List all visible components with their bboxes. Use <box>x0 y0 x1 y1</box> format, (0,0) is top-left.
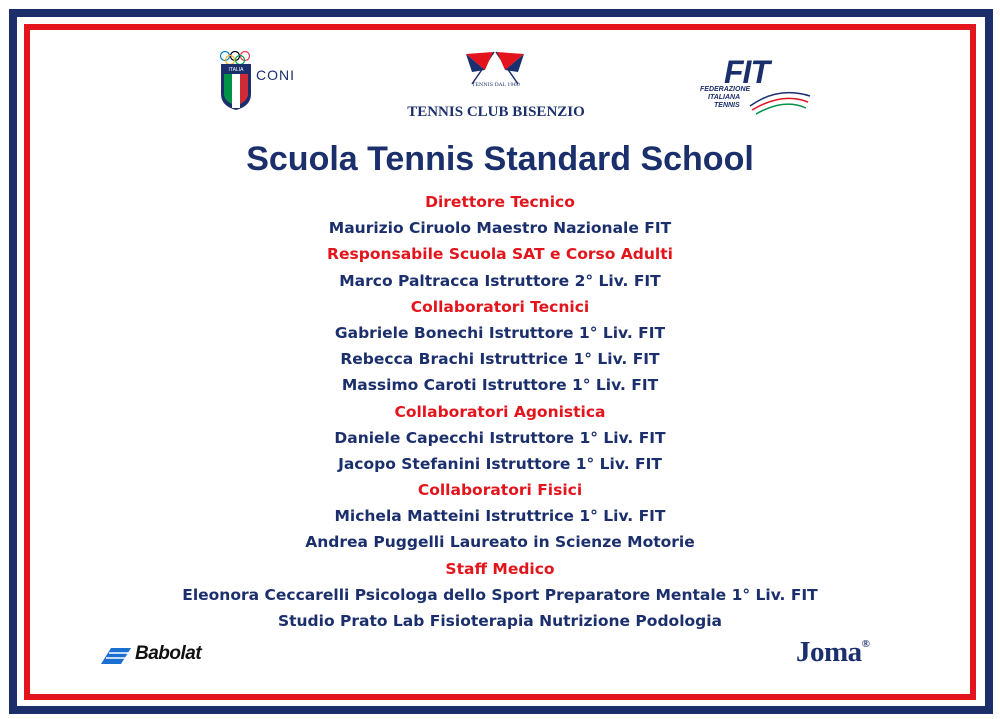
shield-text: ITALIA <box>228 67 244 73</box>
staff-entry: Rebecca Brachi Istruttrice 1° Liv. FIT <box>340 350 660 369</box>
joma-logo <box>796 636 906 670</box>
fit-swoosh-icon <box>748 86 812 116</box>
club-logo <box>400 48 600 128</box>
joma-text: Joma <box>796 636 862 668</box>
section-heading: Staff Medico <box>445 559 555 578</box>
fit-sub-line: TENNIS <box>714 102 740 109</box>
club-name: TENNIS CLUB BISENZIO <box>407 104 585 120</box>
section-heading: Responsabile Scuola SAT e Corso Adulti <box>327 245 673 264</box>
babolat-stripes-icon <box>97 644 135 666</box>
staff-entry: Gabriele Bonechi Istruttore 1° Liv. FIT <box>334 323 666 342</box>
club-since: TENNIS DAL 1960 <box>472 82 520 88</box>
page-title: Scuola Tennis Standard School <box>246 140 754 178</box>
babolat-text: Babolat <box>135 643 202 664</box>
staff-entry: Maurizio Ciruolo Maestro Nazionale FIT <box>328 219 672 238</box>
staff-entry: Marco Paltracca Istruttore 2° Liv. FIT <box>339 271 661 290</box>
registered-mark: ® <box>861 638 870 650</box>
fit-subtitle <box>700 86 750 110</box>
fit-sub-line: FEDERAZIONE <box>700 86 751 93</box>
olympic-rings-icon <box>218 50 258 64</box>
staff-entry: Massimo Caroti Istruttore 1° Liv. FIT <box>341 376 659 395</box>
italia-shield-icon <box>221 64 251 110</box>
section-heading: Collaboratori Fisici <box>417 481 583 500</box>
staff-list <box>0 189 1000 634</box>
staff-entry: Jacopo Stefanini Istruttore 1° Liv. FIT <box>338 454 662 473</box>
coni-label: CONI <box>256 67 295 83</box>
babolat-logo <box>97 642 242 668</box>
staff-entry: Eleonora Ceccarelli Psicologa dello Sport Preparatore Mentale 1° Liv. FIT <box>182 585 818 604</box>
section-heading: Collaboratori Agonistica <box>394 402 606 421</box>
coni-logo <box>218 50 298 110</box>
section-heading: Direttore Tecnico <box>425 193 575 211</box>
fit-logo <box>698 56 813 126</box>
staff-entry: Andrea Puggelli Laureato in Scienze Motorie <box>305 533 695 552</box>
section-heading: Collaboratori Tecnici <box>410 297 590 316</box>
crossed-flags-icon <box>460 48 530 86</box>
staff-entry: Studio Prato Lab Fisioterapia Nutrizione Podologia <box>277 612 723 630</box>
fit-sub-line: ITALIANA <box>708 94 741 101</box>
staff-entry: Daniele Capecchi Istruttore 1° Liv. FIT <box>334 428 666 447</box>
staff-entry: Michela Matteini Istruttrice 1° Liv. FIT <box>334 507 666 526</box>
logo-row <box>0 48 1000 128</box>
fit-brand: FIT <box>724 54 769 90</box>
